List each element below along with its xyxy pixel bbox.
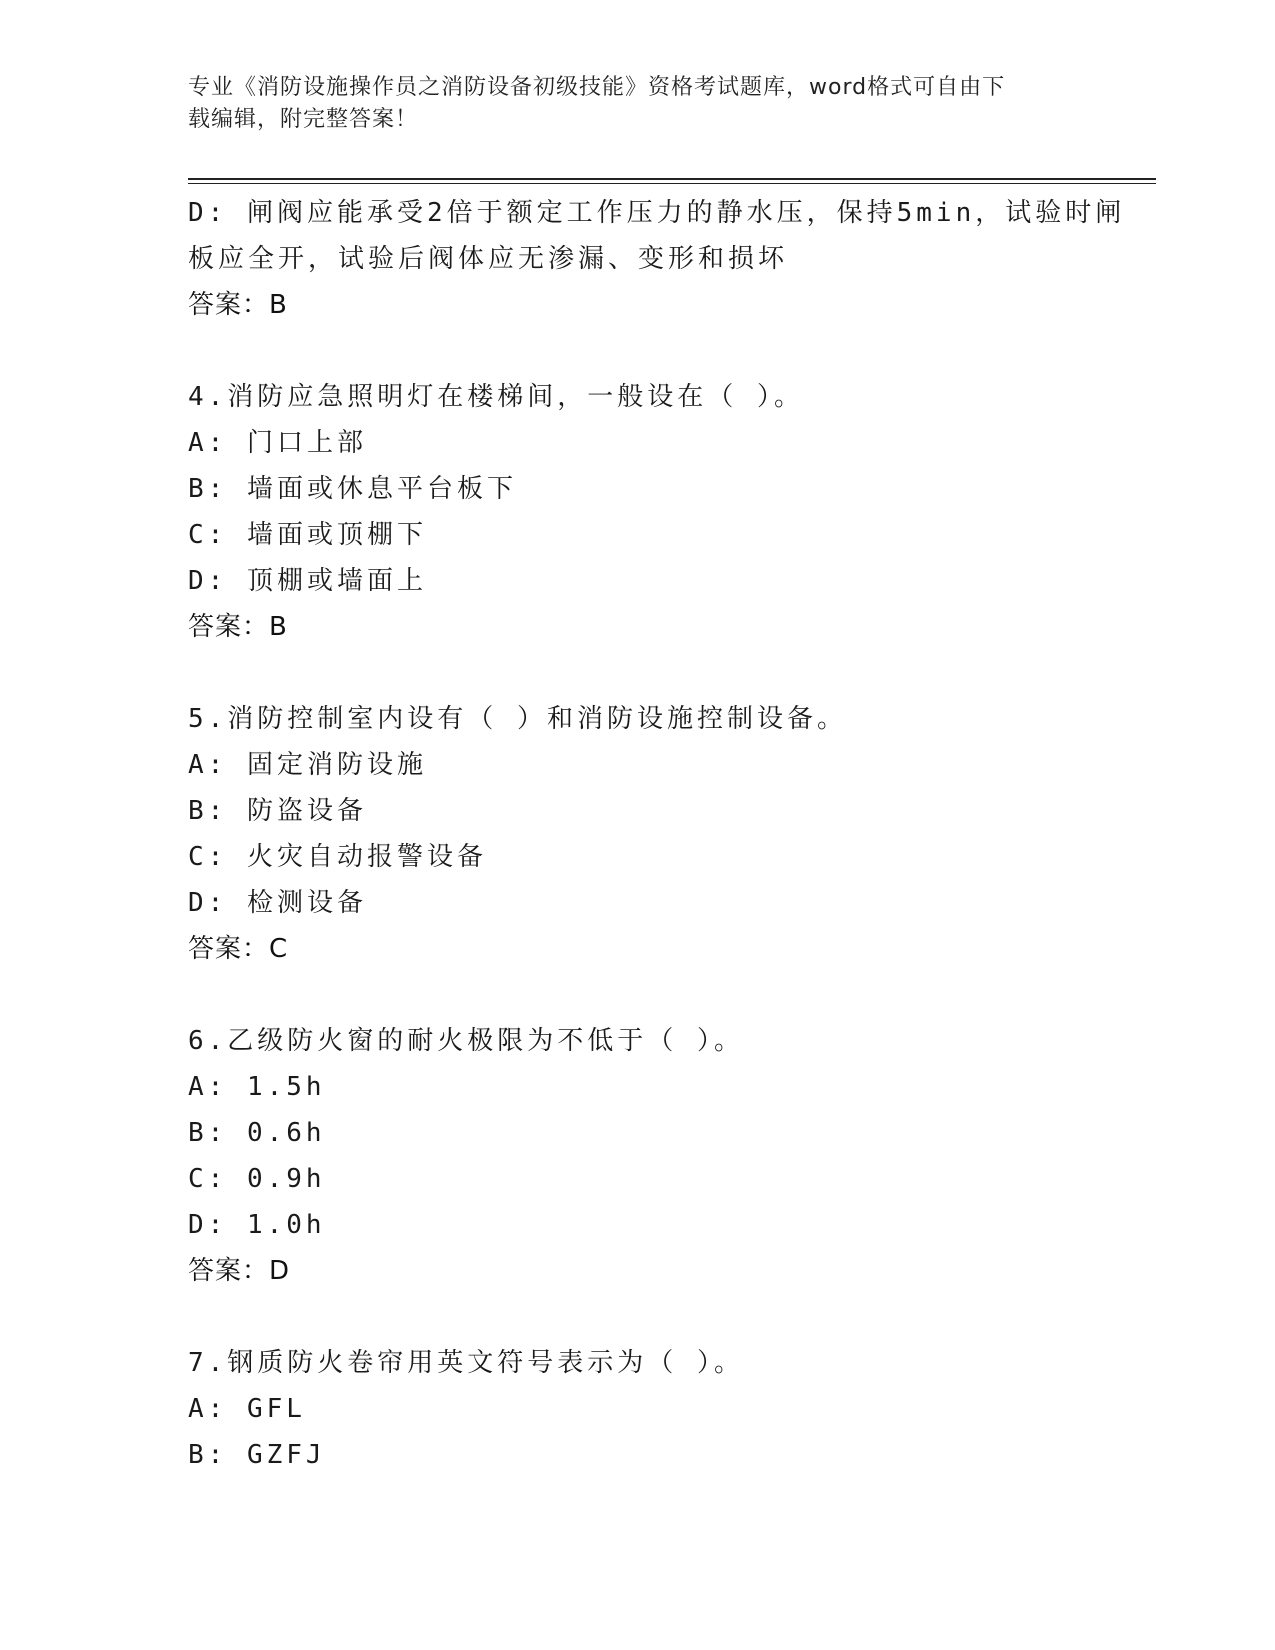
- option-d: D: 1.0h: [188, 1210, 326, 1240]
- option-d: D: 顶棚或墙面上: [188, 566, 427, 596]
- question-stem: 7.钢质防火卷帘用英文符号表示为（ ）。: [188, 1348, 744, 1378]
- answer-line: 答案：C: [188, 934, 289, 964]
- question-6: [188, 1018, 1088, 1294]
- option-c: C: 墙面或顶棚下: [188, 520, 427, 550]
- option-d: D: 闸阀应能承受2倍于额定工作压力的静水压，保持5min，试验时闸: [188, 198, 1126, 228]
- answer-line: 答案：B: [188, 612, 288, 642]
- question-list: [188, 190, 1126, 1478]
- question-stem: 5.消防控制室内设有（ ）和消防设施控制设备。: [188, 704, 847, 734]
- header-line-1: 专业《消防设施操作员之消防设备初级技能》资格考试题库，word格式可自由下: [188, 75, 1006, 100]
- spacer: [188, 328, 1088, 374]
- option-d-continued: 板应全开，试验后阀体应无渗漏、变形和损坏: [188, 244, 789, 274]
- previous-question-tail: [188, 190, 1126, 328]
- option-c: C: 火灾自动报警设备: [188, 842, 487, 872]
- header-divider-thin: [188, 183, 1156, 184]
- option-b: B: 墙面或休息平台板下: [188, 474, 517, 504]
- option-a: A: GFL: [188, 1394, 306, 1424]
- spacer: [188, 1294, 1088, 1340]
- option-d: D: 检测设备: [188, 888, 367, 918]
- question-stem: 4.消防应急照明灯在楼梯间，一般设在（ ）。: [188, 382, 804, 412]
- spacer: [188, 972, 1088, 1018]
- option-c: C: 0.9h: [188, 1164, 326, 1194]
- option-b: B: GZFJ: [188, 1440, 326, 1470]
- answer-line: 答案：B: [188, 290, 288, 320]
- question-5: [188, 696, 1088, 972]
- answer-line: 答案：D: [188, 1256, 291, 1286]
- question-stem: 6.乙级防火窗的耐火极限为不低于（ ）。: [188, 1026, 744, 1056]
- spacer: [188, 650, 1088, 696]
- option-b: B: 0.6h: [188, 1118, 326, 1148]
- option-a: A: 1.5h: [188, 1072, 326, 1102]
- question-7: [188, 1340, 1088, 1478]
- header-line-2: 载编辑，附完整答案！: [188, 107, 419, 132]
- document-header: [188, 72, 1088, 136]
- option-a: A: 固定消防设施: [188, 750, 427, 780]
- header-divider-thick: [188, 178, 1156, 180]
- question-4: [188, 374, 1088, 650]
- option-b: B: 防盗设备: [188, 796, 367, 826]
- option-a: A: 门口上部: [188, 428, 367, 458]
